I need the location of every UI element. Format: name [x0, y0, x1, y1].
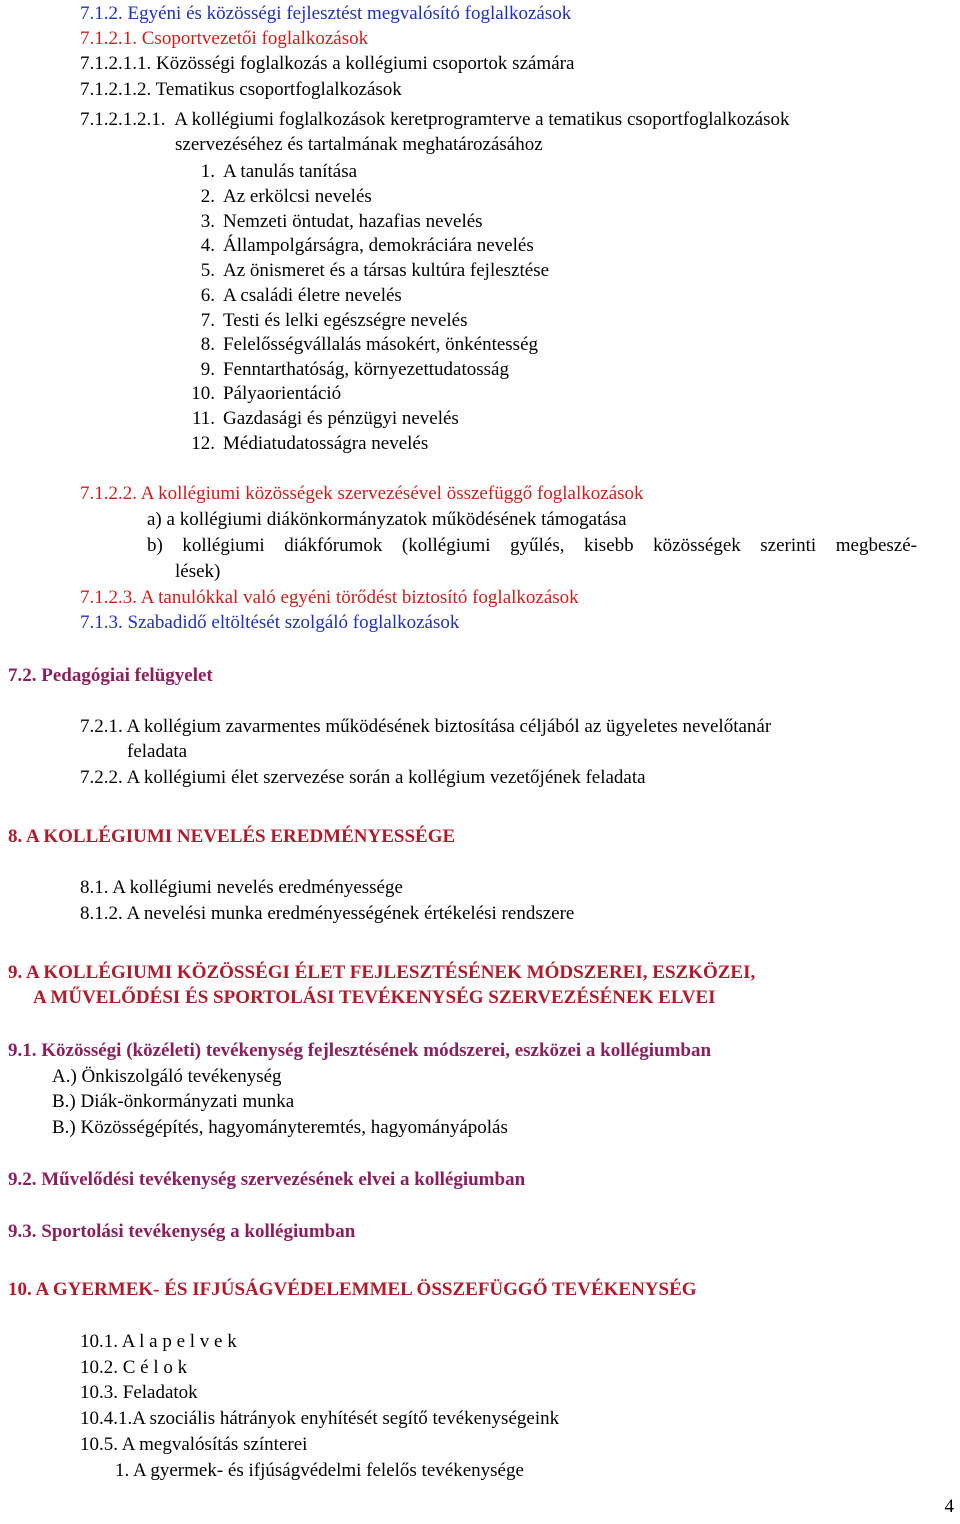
- theme-title: Felelősségvállalás másokért, önkéntesség: [223, 334, 539, 355]
- section-7-1-2-2-title: 7.1.2.2. A kollégiumi közösségek szervezésével összefüggő foglalkozások: [80, 483, 644, 504]
- theme-item: [185, 185, 372, 209]
- theme-number: 12.: [191, 433, 215, 454]
- theme-number: 4.: [200, 235, 215, 256]
- theme-title: Állampolgárságra, demokráciára nevelés: [223, 235, 534, 256]
- list-item-b: b) kollégiumi diákfórumok (kollégiumi gyűlés, kisebb közösségek szerinti megbeszé-: [147, 535, 917, 556]
- section-10-1-number: 10.1.: [80, 1331, 118, 1352]
- section-7-2-1-cont: feladata: [127, 741, 188, 762]
- section-9-3: 9.3. Sportolási tevékenység a kollégiumban: [8, 1221, 356, 1242]
- section-7-1-2-3: 7.1.2.3. A tanulókkal való egyéni törődést biztosító foglalkozások: [80, 587, 579, 608]
- section-10-3: 10.3. Feladatok: [80, 1382, 198, 1403]
- theme-item: [185, 358, 509, 382]
- theme-number: 2.: [200, 186, 215, 207]
- section-8-1: 8.1. A kollégiumi nevelés eredményessége: [80, 877, 403, 898]
- section-9-title: 9. A KOLLÉGIUMI KÖZÖSSÉGI ÉLET FEJLESZTÉSÉNEK MÓDSZEREI, ESZKÖZEI,: [8, 962, 756, 983]
- section-9-2: 9.2. Művelődési tevékenység szervezésének elvei a kollégiumban: [8, 1169, 526, 1190]
- section-9-title-cont: A MŰVELŐDÉSI ÉS SPORTOLÁSI TEVÉKENYSÉG SZERVEZÉSÉNEK ELVEI: [33, 987, 716, 1008]
- theme-number: 5.: [200, 260, 215, 281]
- toc-7-1-2-1: 7.1.2.1. Csoportvezetői foglalkozások: [80, 28, 369, 49]
- section-10-5-item: 1. A gyermek- és ifjúságvédelmi felelős tevékenysége: [115, 1460, 524, 1481]
- toc-7-1-2-1-2-1-title-cont: szervezéséhez és tartalmának meghatározásához: [175, 134, 543, 155]
- theme-item: [185, 309, 468, 333]
- toc-7-1-2-1-2-1-number: 7.1.2.1.2.1.: [80, 109, 166, 130]
- theme-number: 10.: [191, 383, 215, 404]
- theme-item: [185, 160, 357, 184]
- theme-number: 3.: [200, 211, 215, 232]
- section-8-1-2: 8.1.2. A nevelési munka eredményességének értékelési rendszere: [80, 903, 575, 924]
- theme-number: 8.: [200, 334, 215, 355]
- theme-title: Nemzeti öntudat, hazafias nevelés: [223, 211, 483, 232]
- theme-number: 6.: [200, 285, 215, 306]
- section-10-5: 10.5. A megvalósítás színterei: [80, 1434, 308, 1455]
- section-7-2-2: 7.2.2. A kollégiumi élet szervezése során a kollégium vezetőjének feladata: [80, 767, 646, 788]
- section-9-1: 9.1. Közösségi (közéleti) tevékenység fejlesztésének módszerei, eszközei a kollégiumban: [8, 1040, 712, 1061]
- theme-title: Pályaorientáció: [223, 383, 342, 404]
- toc-7-1-2-1-1: 7.1.2.1.1. Közösségi foglalkozás a kollégiumi csoportok számára: [80, 53, 575, 74]
- theme-title: Testi és lelki egészségre nevelés: [223, 310, 468, 331]
- section-10-2: [80, 1356, 187, 1380]
- section-10-2-number: 10.2.: [80, 1357, 118, 1378]
- theme-number: 9.: [200, 359, 215, 380]
- theme-title: A családi életre nevelés: [223, 285, 402, 306]
- section-10-title: 10. A GYERMEK- ÉS IFJÚSÁGVÉDELEMMEL ÖSSZEFÜGGŐ TEVÉKENYSÉG: [8, 1279, 697, 1300]
- section-10-2-title: C é l o k: [122, 1357, 188, 1378]
- list-item-a: a) a kollégiumi diákönkormányzatok működésének támogatása: [147, 509, 627, 530]
- toc-7-1-2-1-2-1: [80, 108, 789, 132]
- section-10-4-1: 10.4.1.A szociális hátrányok enyhítését segítő tevékenységeink: [80, 1408, 560, 1429]
- section-7-1-3: 7.1.3. Szabadidő eltöltését szolgáló foglalkozások: [80, 612, 460, 633]
- section-10-1: [80, 1330, 237, 1354]
- theme-title: Gazdasági és pénzügyi nevelés: [223, 408, 459, 429]
- theme-title: Médiatudatosságra nevelés: [223, 433, 429, 454]
- list-item-b-cont: lések): [175, 561, 221, 582]
- section-10-1-title: A l a p e l v e k: [121, 1331, 237, 1352]
- theme-number: 7.: [200, 310, 215, 331]
- theme-title: Fenntarthatóság, környezettudatosság: [223, 359, 509, 380]
- theme-number: 11.: [191, 408, 215, 429]
- theme-item: [185, 234, 534, 258]
- theme-number: 1.: [200, 161, 215, 182]
- section-7-2-title: 7.2. Pedagógiai felügyelet: [8, 665, 213, 686]
- section-8-title: 8. A KOLLÉGIUMI NEVELÉS EREDMÉNYESSÉGE: [8, 826, 456, 847]
- section-9-1-a: A.) Önkiszolgáló tevékenység: [52, 1066, 282, 1087]
- theme-item: [185, 259, 549, 283]
- page-number: 4: [944, 1496, 954, 1517]
- toc-7-1-2-1-2: 7.1.2.1.2. Tematikus csoportfoglalkozások: [80, 79, 402, 100]
- theme-title: A tanulás tanítása: [223, 161, 358, 182]
- toc-7-1-2: 7.1.2. Egyéni és közösségi fejlesztést megvalósító foglalkozások: [80, 3, 572, 24]
- theme-title: Az önismeret és a társas kultúra fejlesztése: [223, 260, 550, 281]
- theme-title: Az erkölcsi nevelés: [223, 186, 372, 207]
- theme-item: [185, 210, 483, 234]
- section-9-1-b: B.) Diák-önkormányzati munka: [52, 1091, 295, 1112]
- theme-item: [185, 407, 459, 431]
- theme-item: [185, 284, 402, 308]
- toc-7-1-2-1-2-1-title: A kollégiumi foglalkozások keretprogramterve a tematikus csoportfoglalkozások: [174, 109, 790, 130]
- section-9-1-c: B.) Közösségépítés, hagyományteremtés, hagyományápolás: [52, 1117, 508, 1138]
- theme-item: [185, 333, 538, 357]
- theme-item: [185, 382, 341, 406]
- theme-item: [185, 432, 428, 456]
- section-7-2-1: 7.2.1. A kollégium zavarmentes működésének biztosítása céljából az ügyeletes nevelőtanár: [80, 716, 772, 737]
